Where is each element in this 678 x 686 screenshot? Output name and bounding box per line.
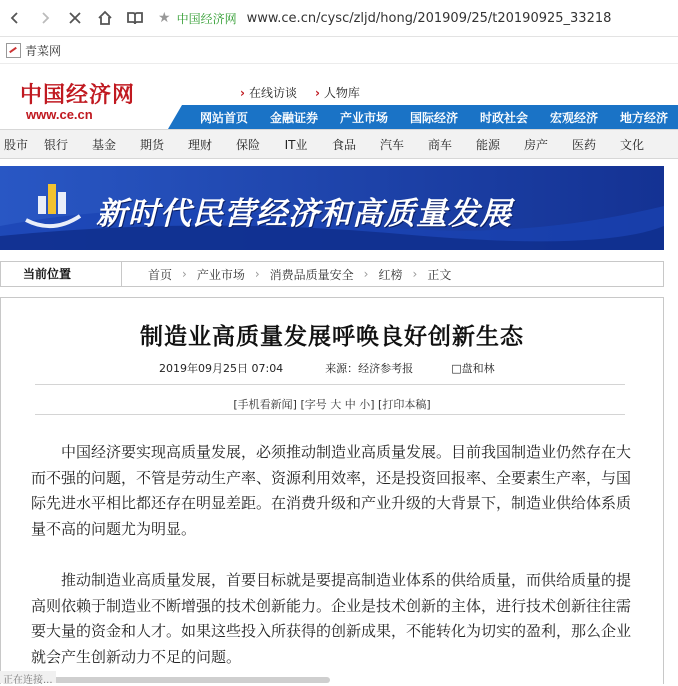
article-meta (159, 360, 495, 376)
divider (35, 414, 625, 415)
article-source: 来源：经济参考报 (325, 362, 414, 375)
sub-nav-item[interactable]: 基金 (91, 137, 116, 152)
sub-nav (0, 129, 678, 159)
site-name: 中国经济网 (176, 11, 237, 26)
article-paragraph: 中国经济要实现高质量发展，必须推动制造业高质量发展。目前我国制造业仍然存在大而不强的问题，不管是劳动生产率、资源利用效率，还是投资回报率、全要素生产率，与国际先进水平相比都还存在明显差距。在消费升级和产业升级的大背景下，制造业供给体系质量不高的问题尤为明显。 (31, 443, 632, 538)
article-tools[interactable]: [手机看新闻] [字号 大 中 小] [打印本稿] (233, 398, 431, 411)
bookmark-item[interactable]: 青菜网 (25, 43, 62, 58)
sub-nav-item[interactable]: 能源 (475, 137, 500, 152)
breadcrumb-separator-icon: › (363, 267, 369, 281)
divider (35, 384, 625, 385)
breadcrumb-item: 正文 (427, 267, 452, 282)
article (0, 297, 664, 684)
sub-nav-item[interactable]: IT业 (284, 137, 308, 152)
breadcrumb-item[interactable]: 首页 (148, 267, 173, 282)
article-author: □盘和林 (451, 362, 495, 375)
breadcrumb-separator-icon: › (412, 267, 418, 281)
article-title: 制造业高质量发展呼唤良好创新生态 (140, 324, 524, 350)
article-date: 2019年09月25日 07:04 (159, 362, 284, 375)
address-bar[interactable] (158, 10, 611, 27)
main-nav-item[interactable]: 金融证券 (270, 110, 319, 125)
sub-nav-item[interactable]: 汽车 (379, 137, 404, 152)
breadcrumb-separator-icon: › (182, 267, 187, 281)
sub-nav-item[interactable]: 理财 (187, 137, 212, 152)
sub-nav-item[interactable]: 商车 (427, 137, 452, 152)
status-bar-text: 正在连接... (0, 671, 56, 683)
nav-corner (168, 105, 182, 129)
top-link-people[interactable]: › 人物库 (315, 84, 360, 101)
breadcrumb-separator-icon: › (254, 267, 260, 281)
sub-nav-item[interactable]: 食品 (331, 137, 356, 152)
breadcrumb (0, 261, 664, 287)
sub-nav-item[interactable]: 医药 (571, 137, 596, 152)
chevron-right-icon (38, 11, 52, 25)
breadcrumb-label: 当前位置 (1, 262, 122, 286)
logo-domain: www.ce.cn (26, 107, 93, 122)
main-nav-item[interactable]: 时政社会 (480, 110, 529, 125)
bookmark-favicon-icon (6, 43, 21, 58)
reader-button[interactable] (120, 3, 150, 33)
stop-button[interactable] (60, 3, 90, 33)
sub-nav-item[interactable]: 银行 (43, 137, 68, 152)
home-icon (97, 10, 113, 26)
breadcrumb-item[interactable]: 红榜 (378, 267, 403, 282)
bookmarks-bar (0, 37, 678, 64)
close-icon (68, 11, 82, 25)
sub-nav-item[interactable]: 房产 (523, 137, 548, 152)
main-nav-item[interactable]: 国际经济 (410, 110, 459, 125)
chevron-left-icon (8, 11, 22, 25)
browser-toolbar (0, 0, 678, 37)
sub-nav-item[interactable]: 保险 (235, 137, 260, 152)
breadcrumb-item[interactable]: 产业市场 (196, 267, 245, 282)
topic-banner[interactable] (0, 166, 664, 250)
article-paragraph: 推动制造业高质量发展，首要目标就是要提高制造业体系的供给质量，而供给质量的提高则依赖于制造业不断增强的技术创新能力。企业是技术创新的主体，进行技术创新往往需要大量的资金和人才。如果这些投入所获得的创新成果，不能转化为切实的盈利，那么企业就会产生创新动力不足的问题。 (31, 571, 632, 666)
forward-button[interactable] (30, 3, 60, 33)
breadcrumb-item[interactable]: 消费品质量安全 (269, 267, 354, 282)
main-nav-item[interactable]: 地方经济 (620, 110, 669, 125)
home-button[interactable] (90, 3, 120, 33)
sub-nav-item[interactable]: 文化 (619, 137, 644, 152)
main-nav (168, 105, 678, 129)
main-nav-item[interactable]: 网站首页 (200, 110, 249, 125)
back-button[interactable] (0, 3, 30, 33)
book-icon (127, 10, 143, 26)
top-links (240, 84, 360, 101)
url-text: www.ce.cn/cysc/zljd/hong/201909/25/t20190925_33218 (246, 10, 612, 26)
banner-emblem-icon (18, 176, 88, 240)
main-nav-item[interactable]: 宏观经济 (550, 110, 599, 125)
sub-nav-item[interactable]: 股市 (3, 137, 28, 152)
banner-title: 新时代民营经济和高质量发展 (96, 196, 512, 232)
logo-text: 中国经济网 (20, 82, 136, 108)
main-nav-item[interactable]: 产业市场 (340, 110, 389, 125)
top-link-interview[interactable]: › 在线访谈 (240, 84, 297, 101)
site-logo[interactable] (20, 78, 135, 122)
star-icon[interactable]: ★ (158, 10, 171, 26)
sub-nav-item[interactable]: 期货 (139, 137, 164, 152)
